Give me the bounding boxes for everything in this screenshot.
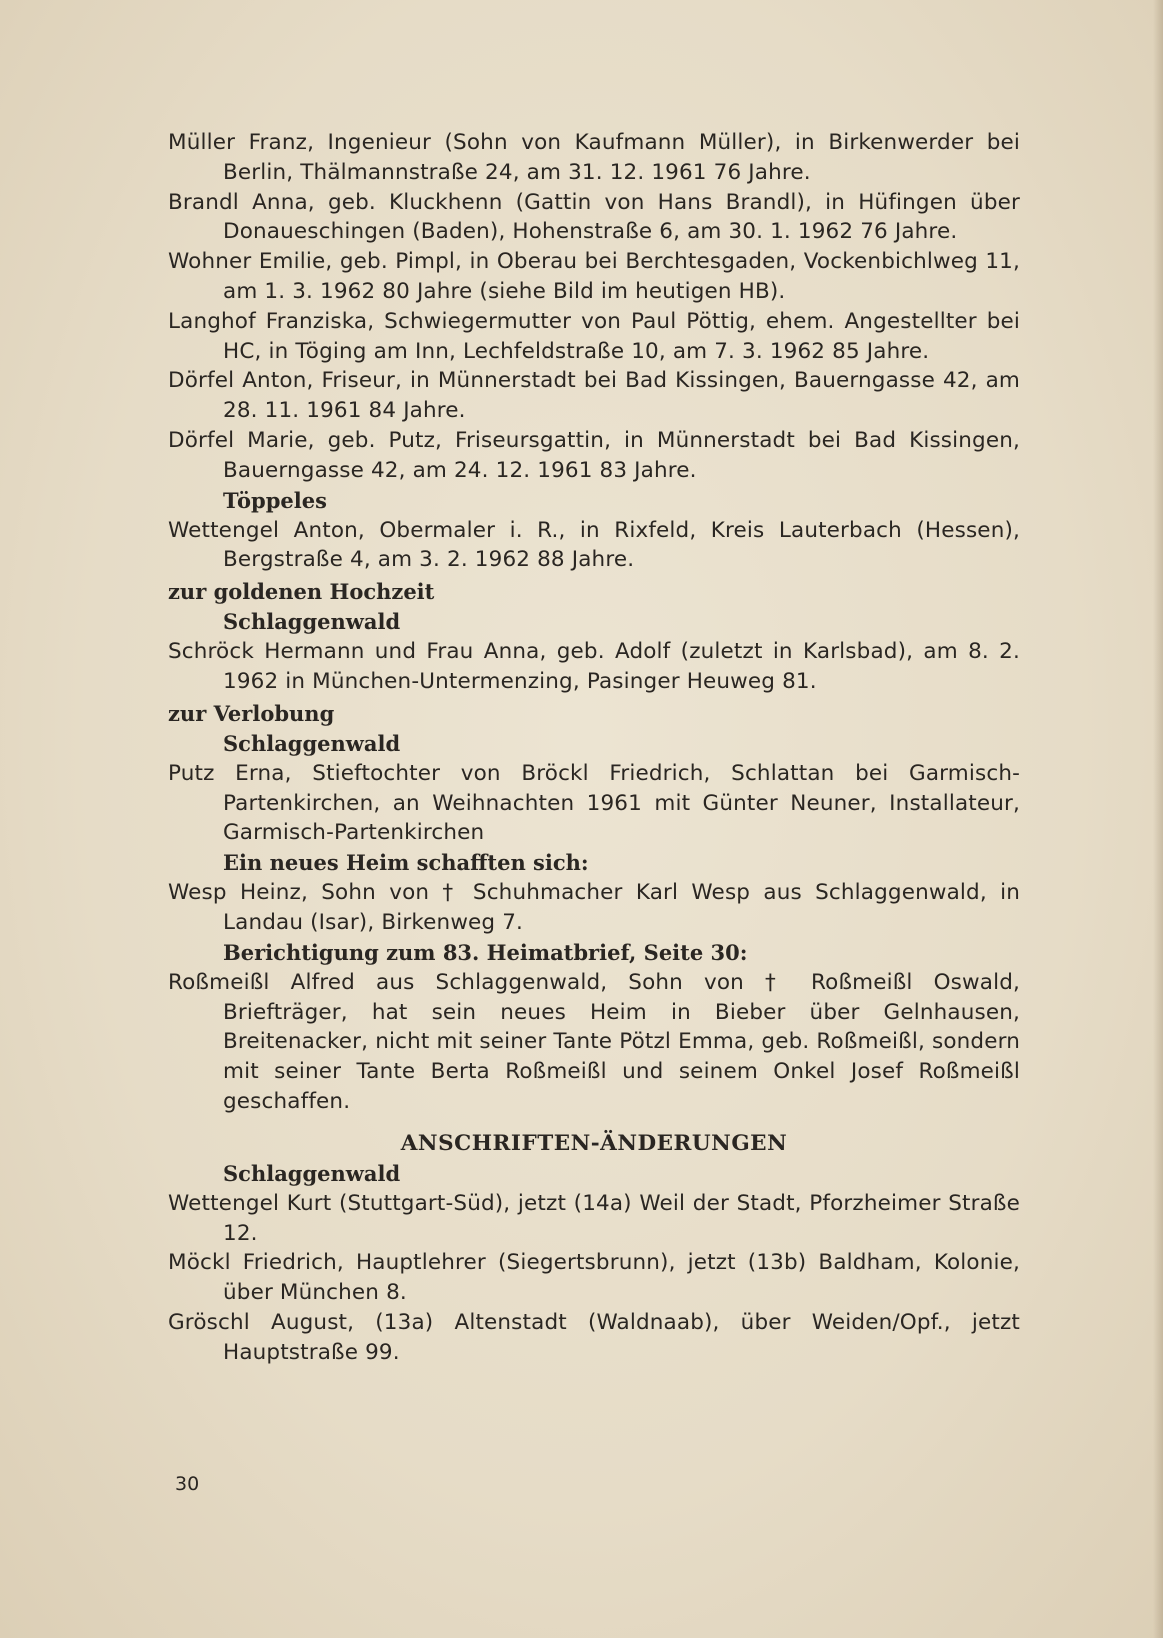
entry-rossmeissl-alfred: Roßmeißl Alfred aus Schlaggenwald, Sohn von † Roßmeißl Oswald, Briefträger, hat sein neues Heim in Bieber über Gelnhausen, Breitenacker, nicht mit seiner Tante Pötzl Emma, geb. Roßmeißl, sondern mit seiner Tante Berta Roßmeißl und seinem Onkel Josef Roßmeißl geschaffen. (168, 969, 1020, 1114)
heading-berichtigung: Berichtigung zum 83. Heimatbrief, Seite 30: (223, 939, 748, 965)
subheading-schlaggenwald-hochzeit: Schlaggenwald (223, 609, 401, 635)
entry-wesp-heinz: Wesp Heinz, Sohn von † Schuhmacher Karl Wesp aus Schlaggenwald, in Landau (Isar), Birkenweg 7. (168, 880, 1020, 935)
entry-doerfel-marie: Dörfel Marie, geb. Putz, Friseursgattin, in Münnerstadt bei Bad Kissingen, Bauerngasse 42, am 24. 12. 1961 83 Jahre. (168, 427, 1020, 483)
entry-langhof-franziska: Langhof Franziska, Schwiegermutter von Paul Pöttig, ehem. Angestellter bei HC, in Töging am Inn, Lechfeldstraße 10, am 7. 3. 1962 85 Jahre. (168, 308, 1020, 364)
heading-goldene-hochzeit: zur goldenen Hochzeit (168, 579, 435, 605)
entry-doerfel-anton: Dörfel Anton, Friseur, in Münnerstadt bei Bad Kissingen, Bauerngasse 42, am 28. 11. 1961 84 Jahre. (168, 368, 1020, 424)
entry-brandl-anna: Brandl Anna, geb. Kluckhenn (Gattin von Hans Brandl), in Hüfingen über Donaueschingen (Baden), Hohenstraße 6, am 30. 1. 1962 76 Jahre. (168, 189, 1020, 245)
text-block (168, 128, 1020, 1368)
heading-toeppeles: Töppeles (223, 487, 327, 513)
entry-moeckl-friedrich: Möckl Friedrich, Hauptlehrer (Siegertsbrunn), jetzt (13b) Baldham, Kolonie, über München 8. (168, 1250, 1020, 1306)
subheading-schlaggenwald-anschriften: Schlaggenwald (223, 1160, 401, 1186)
entry-groeschl-august: Gröschl August, (13a) Altenstadt (Waldnaab), über Weiden/Opf., jetzt Hauptstraße 99. (168, 1309, 1020, 1365)
subheading-schlaggenwald-verlobung: Schlaggenwald (223, 730, 401, 756)
entry-mueller-franz: Müller Franz, Ingenieur (Sohn von Kaufmann Müller), in Birkenwerder bei Berlin, Thälmannstraße 24, am 31. 12. 1961 76 Jahre. (168, 130, 1020, 185)
entry-wettengel-anton: Wettengel Anton, Obermaler i. R., in Rixfeld, Kreis Lauterbach (Hessen), Bergstraße 4, am 3. 2. 1962 88 Jahre. (168, 517, 1020, 573)
entry-wettengel-kurt: Wettengel Kurt (Stuttgart-Süd), jetzt (14a) Weil der Stadt, Pforzheimer Straße 12. (168, 1190, 1020, 1246)
entry-putz-erna: Putz Erna, Stieftochter von Bröckl Friedrich, Schlattan bei Garmisch-Partenkirchen, an Weihnachten 1961 mit Günter Neuner, Installateur, Garmisch-Partenkirchen (168, 760, 1020, 846)
page-edge-shadow (1153, 0, 1163, 1638)
entry-wohner-emilie: Wohner Emilie, geb. Pimpl, in Oberau bei Berchtesgaden, Vockenbichlweg 11, am 1. 3. 1962 80 Jahre (siehe Bild im heutigen HB). (168, 249, 1020, 304)
entry-schroeck-hermann: Schröck Hermann und Frau Anna, geb. Adolf (zuletzt in Karlsbad), am 8. 2. 1962 in München-Untermenzing, Pasinger Heuweg 81. (168, 639, 1020, 694)
heading-anschriften-aenderungen: ANSCHRIFTEN-ÄNDERUNGEN (400, 1130, 788, 1156)
heading-neues-heim: Ein neues Heim schafften sich: (223, 850, 589, 876)
page-number: 30 (175, 1473, 200, 1495)
heading-verlobung: zur Verlobung (168, 700, 335, 726)
